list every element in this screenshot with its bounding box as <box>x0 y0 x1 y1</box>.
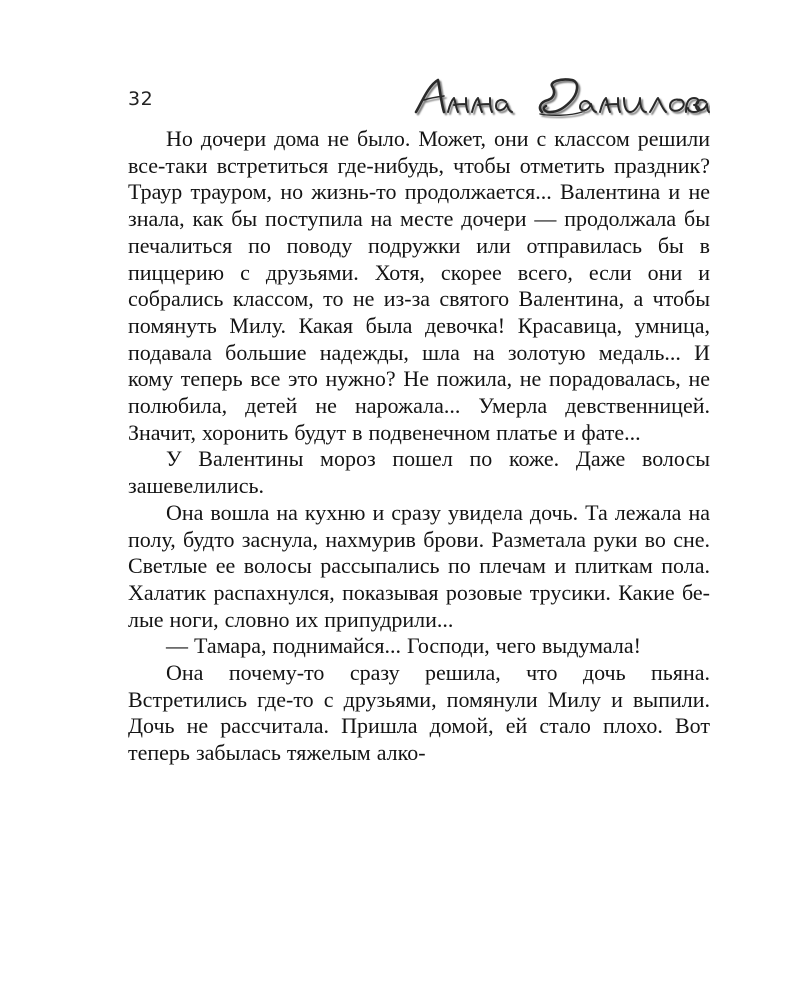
paragraph: У Валентины мороз пошел по коже. Даже волосы зашевелились. <box>128 446 710 499</box>
body-text <box>128 126 710 767</box>
page-number: 32 <box>128 88 154 110</box>
paragraph: Но дочери дома не было. Может, они с классом решили все-таки встретиться где-нибудь, чтобы отметить праздник? Траур трауром, но жизнь-то продолжается... Валентина и не знала, как бы поступила на месте дочери — продолжала бы печалиться по поводу подружки или отправилась бы в пиццерию с друзьями. Хотя, скорее всего, если они и собрались классом, то не из-за святого Валентина, а чтобы помянуть Милу. Какая была девочка! Красавица, умница, подавала большие надежды, шла на золотую медаль... И кому теперь все это нужно? Не пожила, не порадовалась, не полюбила, детей не нарожала... Умерла девственницей. Значит, хоронить будут в подвенечном платье и фате... <box>128 126 710 445</box>
running-head <box>128 72 710 122</box>
paragraph: Она почему-то сразу решила, что дочь пьяна. Встретились где-то с друзьями, помянули Милу и выпили. Дочь не рассчитала. Пришла домой, ей стало плохо. Вот теперь забылась тяжелым алко- <box>128 660 710 766</box>
author-signature-logo <box>410 72 710 120</box>
paragraph: — Тамара, поднимайся... Господи, чего выдумала! <box>166 633 641 659</box>
paragraph: Она вошла на кухню и сразу увидела дочь. Та лежала на полу, будто заснула, нахмурив брови. Разметала руки во сне. Светлые ее волосы рассыпались по плечам и плиткам пола. Халатик распахнулся, показывая розовые трусики. Какие белые ноги, словно их припудрили... <box>128 499 710 632</box>
